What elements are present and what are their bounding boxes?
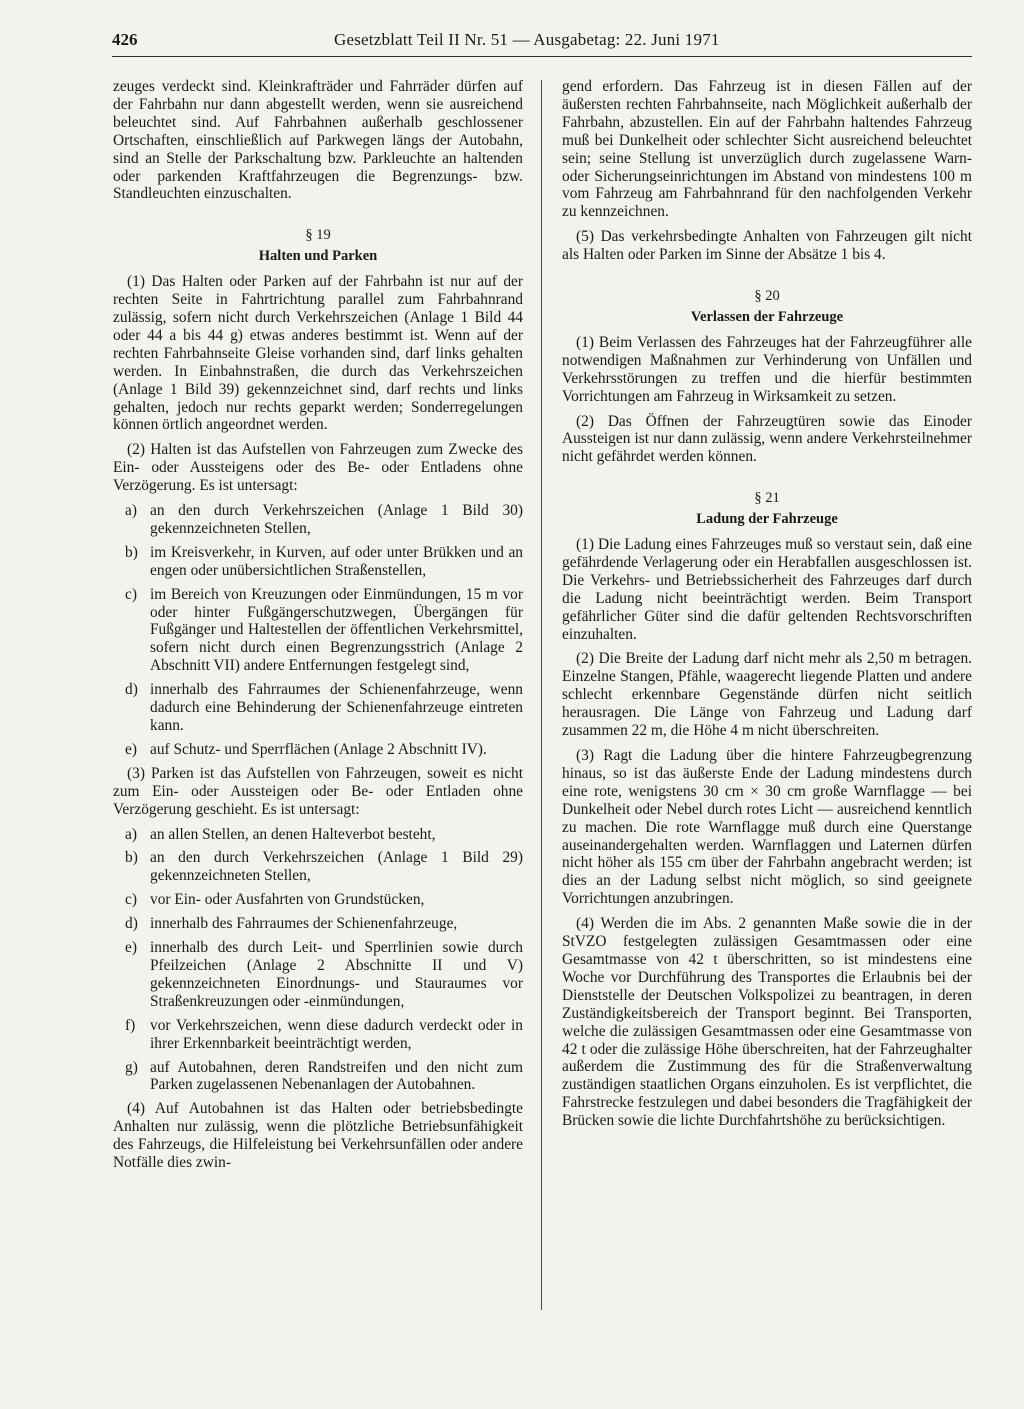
section-21-number: § 21 <box>754 490 780 507</box>
page-number: 426 <box>112 30 138 49</box>
parking-prohibitions-list <box>113 826 523 1095</box>
item-label: f) <box>125 1016 136 1034</box>
item-label: d) <box>125 681 138 699</box>
s20-paragraph-2: (2) Das Öffnen der Fahrzeugtüren sowie das Einoder Aussteigen ist nur dann zulässig, wenn andere Verkehrsteilnehmer nicht gefährdet werden können. <box>562 412 972 466</box>
list-item <box>113 915 523 933</box>
page-header <box>112 30 972 57</box>
column-divider <box>541 80 542 1310</box>
list-item <box>113 502 523 538</box>
list-item <box>113 741 523 759</box>
item-text: innerhalb des Fahrraumes der Schienenfahrzeuge, wenn dadurch eine Behinderung der Schienenfahrzeuge eintreten kann. <box>150 681 523 734</box>
continued-paragraph: zeuges verdeckt sind. Kleinkrafträder und Fahrräder dürfen auf der Fahrbahn nur dann abgestellt werden, wenn sie ausreichend beleuchtet sind. Auf Fahrbahnen außerhalb geschlossener Ortschaften, einschließlich auf Parkwegen längs der Autobahn, sind an Stelle der Parkschaltung bzw. Parkleuchte an haltenden oder parkenden Kraftfahrzeugen die Begrenzungs- bzw. Standleuchten einzuschalten. <box>113 78 523 203</box>
section-19-number: § 19 <box>305 227 331 244</box>
item-label: e) <box>125 939 137 957</box>
list-item <box>113 1059 523 1095</box>
s20-paragraph-1: (1) Beim Verlassen des Fahrzeuges hat der Fahrzeugführer alle notwendigen Maßnahmen zur Verhinderung von Unfällen und Verkehrsstörungen zu treffen und die hierfür bestimmten Vorrichtungen am Fahrzeug in Wirksamkeit zu setzen. <box>562 333 972 405</box>
item-text: auf Schutz- und Sperrflächen (Anlage 2 Abschnitt IV). <box>150 740 487 758</box>
item-label: e) <box>125 740 137 758</box>
item-text: auf Autobahnen, deren Randstreifen und den nicht zum Parken zugelassenen Nebenanlagen der Autobahnen. <box>150 1058 523 1094</box>
item-text: innerhalb des durch Leit- und Sperrlinien sowie durch Pfeilzeichen (Anlage 2 Abschnitte II und V) gekennzeichneten Einordnungs- und Stauraumes vor Straßenkreuzungen oder -einmündungen, <box>150 939 523 1010</box>
item-text: an den durch Verkehrszeichen (Anlage 1 Bild 29) gekennzeichneten Stellen, <box>150 849 523 885</box>
section-20-title: Verlassen der Fahrzeuge <box>690 308 844 325</box>
list-item <box>113 586 523 676</box>
continued-paragraph: gend erfordern. Das Fahrzeug ist in diesen Fällen auf der äußersten rechten Fahrbahnseite, nach Möglichkeit außerhalb der Fahrbahn, abzustellen. Ein auf der Fahrbahn haltendes Fahrzeug muß bei Dunkelheit oder schlechter Sicht ausreichend beleuchtet sein; seine Stellung ist unverzüglich durch zugelassene Warn- oder Sicherungseinrichtungen im Abstand von mindestens 100 m vom Fahrzeug am Fahrbahnrand für den nachfolgenden Verkehr zu kennzeichnen. <box>562 78 972 221</box>
list-item <box>113 891 523 909</box>
item-text: an allen Stellen, an denen Halteverbot besteht, <box>150 825 436 843</box>
item-label: b) <box>125 849 138 867</box>
list-item <box>113 826 523 844</box>
item-label: g) <box>125 1058 138 1076</box>
running-title: Gesetzblatt Teil II Nr. 51 — Ausgabetag: 22. Juni 1971 <box>334 30 720 49</box>
list-item <box>113 544 523 580</box>
s21-paragraph-4: (4) Werden die im Abs. 2 genannten Maße sowie die in der StVZO festgelegten zulässigen Gesamtmassen oder eine Gesamtmasse von 42 t überschritten, so ist mindestens eine Woche vor Durchführung des Transportes die Erlaubnis bei der Dienststelle der Deutschen Volkspolizei zu beantragen, in deren Zuständigkeitsbereich der Transport beginnt. Bei Transporten, welche die zulässigen Gesamtmassen oder eine Gesamtmasse von 42 t oder die zulässige Höhe überschreiten, hat der Fahrzeughalter außerdem die Zustimmung des für die Straßenverwaltung zuständigen staatlichen Organs einzuholen. Es ist verpflichtet, die Fahrstrecke festzulegen und dabei besonders die Tragfähigkeit der Brücken sowie die lichte Durchfahrtshöhe zu berücksichtigen. <box>562 915 972 1130</box>
s19-paragraph-5: (5) Das verkehrsbedingte Anhalten von Fahrzeugen gilt nicht als Halten oder Parken im Sinne der Absätze 1 bis 4. <box>562 228 972 264</box>
s19-paragraph-4: (4) Auf Autobahnen ist das Halten oder betriebsbedingte Anhalten nur zulässig, wenn die plötzliche Betriebsunfähigkeit des Fahrzeugs, die Hilfeleistung bei Verkehrsunfällen oder andere Notfälle dies zwin- <box>113 1100 523 1172</box>
item-text: im Kreisverkehr, in Kurven, auf oder unter Brükken und an engen oder unübersichtlichen Straßenstellen, <box>150 543 523 579</box>
s19-paragraph-2: (2) Halten ist das Aufstellen von Fahrzeugen zum Zwecke des Ein- oder Aussteigens oder des Be- oder Entladens ohne Verzögerung. Es ist untersagt: <box>113 441 523 495</box>
s19-paragraph-1: (1) Das Halten oder Parken auf der Fahrbahn ist nur auf der rechten Seite in Fahrtrichtung parallel zum Fahrbahnrand zulässig, sofern nicht durch Verkehrszeichen (Anlage 1 Bild 44 oder 44 a bis 44 g) etwas anderes bestimmt ist. Wenn auf der rechten Fahrbahnseite Gleise vorhanden sind, darf links gehalten werden. In Einbahnstraßen, die durch das Verkehrszeichen (Anlage 1 Bild 39) gekennzeichnet sind, darf rechts und links gehalten, jedoch nur rechts geparkt werden; Sonderregelungen können örtlich angeordnet werden. <box>113 273 523 434</box>
item-text: innerhalb des Fahrraumes der Schienenfahrzeuge, <box>150 915 458 933</box>
list-item <box>113 849 523 885</box>
list-item <box>113 1017 523 1053</box>
item-label: b) <box>125 543 138 561</box>
item-text: im Bereich von Kreuzungen oder Einmündungen, 15 m vor oder hinter Fußgängerschutzwegen, Übergängen für Fußgänger und Haltestellen der öffentlichen Verkehrsmittel, sofern nicht durch einen Begrenzungsstrich (Anlage 2 Abschnitt VII) andere Entfernungen festgelegt sind, <box>150 585 523 675</box>
s21-paragraph-3: (3) Ragt die Ladung über die hintere Fahrzeugbegrenzung hinaus, so ist das äußerste Ende der Ladung mindestens durch eine rote, wenigstens 30 cm × 30 cm große Warnflagge — bei Dunkelheit oder Nebel durch rotes Licht — ausreichend kenntlich zu machen. Die rote Warnflagge muß durch eine Querstange auseinandergehalten werden. Warnflaggen und Laternen dürfen nicht höher als 155 cm über der Fahrbahn angebracht werden; ist dies an der Ladung selbst nicht möglich, so sind geeignete Vorrichtungen anzubringen. <box>562 747 972 908</box>
item-text: vor Verkehrszeichen, wenn diese dadurch verdeckt oder in ihrer Erkennbarkeit beeinträchtigt werden, <box>150 1016 523 1052</box>
section-21-title: Ladung der Fahrzeuge <box>696 511 838 528</box>
right-column <box>562 78 972 1137</box>
section-19-title: Halten und Parken <box>258 248 378 265</box>
item-label: a) <box>125 502 137 520</box>
item-text: vor Ein- oder Ausfahrten von Grundstücken, <box>150 891 425 909</box>
left-column <box>113 78 523 1179</box>
item-label: c) <box>125 891 137 909</box>
item-label: d) <box>125 915 138 933</box>
item-label: c) <box>125 585 137 603</box>
s21-paragraph-2: (2) Die Breite der Ladung darf nicht mehr als 2,50 m betragen. Einzelne Stangen, Pfähle, waagerecht liegende Platten und andere schlecht erkennbare Gegenstände dürfen nicht seitlich herausragen. Die Länge von Fahrzeug und Ladung darf zusammen 22 m, die Höhe 4 m nicht überschreiten. <box>562 650 972 740</box>
list-item <box>113 681 523 735</box>
section-20-number: § 20 <box>754 288 780 305</box>
s21-paragraph-1: (1) Die Ladung eines Fahrzeuges muß so verstaut sein, daß eine gefährdende Verlagerung oder ein Herabfallen ausgeschlossen ist. Die Verkehrs- und Betriebssicherheit des Fahrzeuges darf durch die Ladung nicht beeinträchtigt werden. Beim Transport gefährlicher Güter sind die dafür geltenden Rechtsvorschriften einzuhalten. <box>562 536 972 643</box>
halting-prohibitions-list <box>113 502 523 759</box>
s19-paragraph-3: (3) Parken ist das Aufstellen von Fahrzeugen, soweit es nicht zum Ein- oder Aussteigen oder Be- oder Entladen ohne Verzögerung geschieht. Es ist untersagt: <box>113 764 523 818</box>
list-item <box>113 939 523 1011</box>
item-text: an den durch Verkehrszeichen (Anlage 1 Bild 30) gekennzeichneten Stellen, <box>150 502 523 537</box>
item-label: a) <box>125 825 137 843</box>
